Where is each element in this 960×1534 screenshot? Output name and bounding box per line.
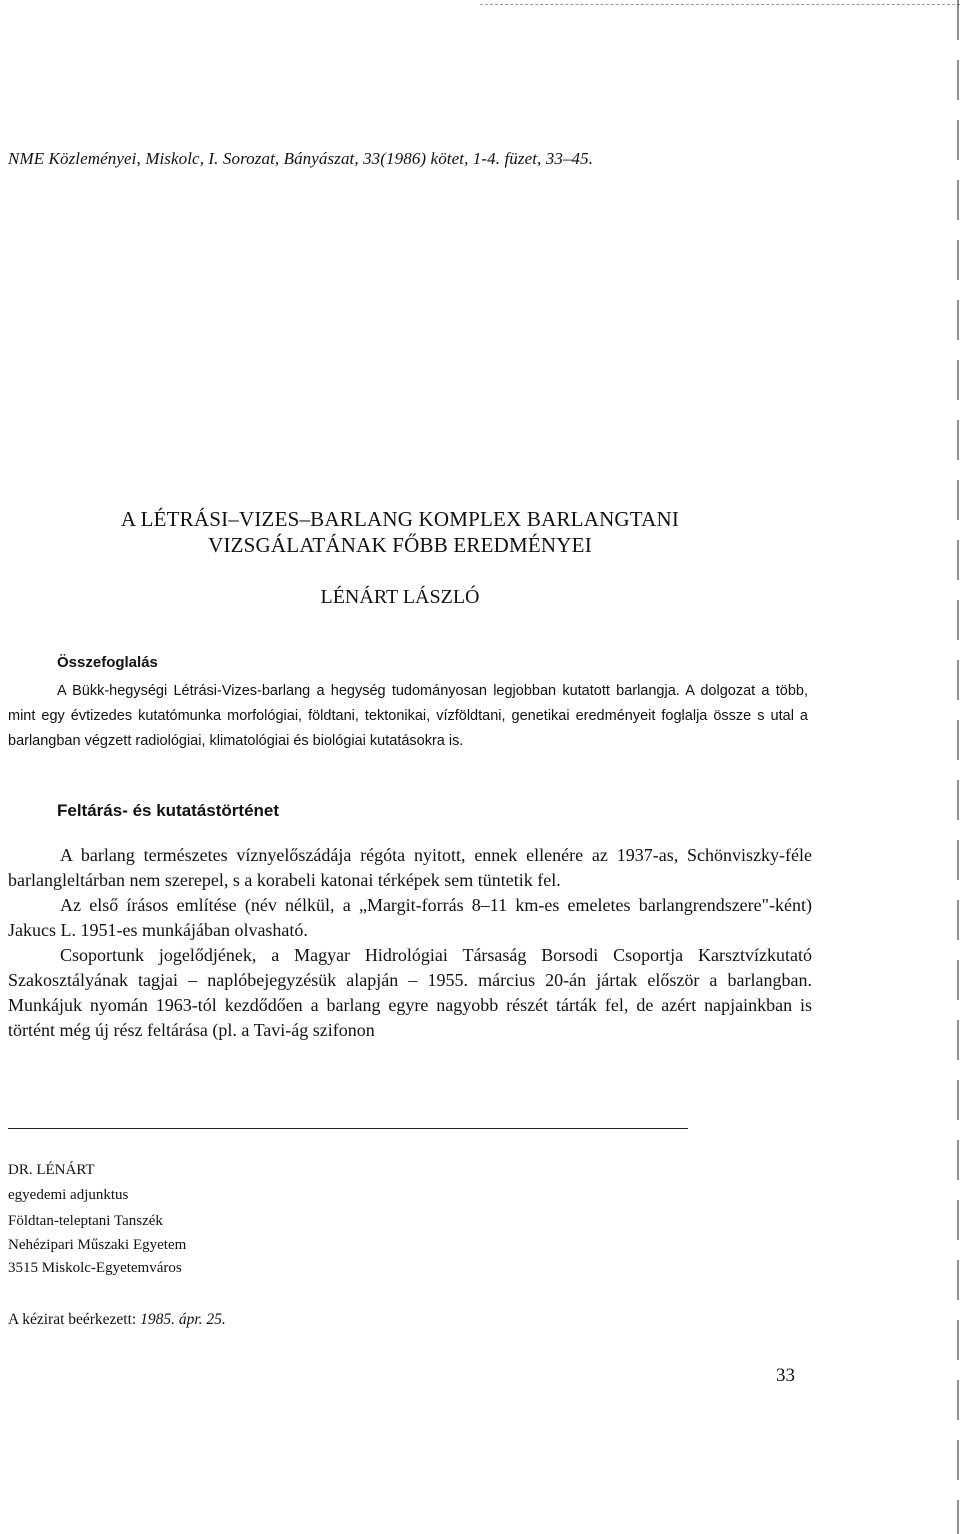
article-title-line-2: VIZSGÁLATÁNAK FŐBB EREDMÉNYEI: [208, 533, 592, 557]
affiliation-address: 3515 Miskolc-Egyetemváros: [8, 1260, 182, 1276]
abstract-text: A Bükk-hegységi Létrási-Vizes-barlang a hegység tudományosan legjobban kutatott barlangja. A dolgozat a több, mint egy évtizedes kutatómunka morfológiai, földtani, tektonikai, vízföldtani, genetikai eredményeit foglalja össze s utal a barlangban végzett radiológiai, klimatológiai és biológiai kutatásokra is.: [8, 683, 808, 749]
author-name: LÉNÁRT LÁSZLÓ: [320, 586, 480, 608]
page-number: 33: [776, 1365, 795, 1386]
section-heading: Feltárás- és kutatástörténet: [57, 801, 280, 820]
abstract-heading: Összefoglalás: [57, 654, 158, 671]
affiliation-department: Földtan-teleptani Tanszék: [8, 1213, 163, 1229]
body-paragraph-1: A barlang természetes víznyelőszádája régóta nyitott, ennek ellenére az 1937-as, Schönviszky-féle barlangleltárban nem szerepel, s a korabeli katonai térképek sem tüntetik fel.: [8, 845, 812, 890]
affiliation-university: Nehézipari Műszaki Egyetem: [8, 1237, 187, 1253]
scan-edge-right: [957, 0, 959, 1534]
body-paragraph-3: Csoportunk jogelődjének, a Magyar Hidrológiai Társaság Borsodi Csoportja Karsztvízkutató Szakosztályának tagjai – naplóbejegyzésük alapján – 1955. március 20-án jártak először a barlangban. Munkájuk nyomán 1963-tól kezdődően a barlang egyre nagyobb részét tárták fel, de azért napjainkban is történt még új rész feltárása (pl. a Tavi-ág szifonon: [8, 945, 812, 1040]
section-body: [8, 843, 812, 1043]
received-label: A kézirat beérkezett:: [8, 1311, 137, 1328]
affiliation-position: egyedemi adjunktus: [8, 1187, 129, 1203]
received-date: 1985. ápr. 25.: [140, 1311, 226, 1328]
abstract-body: [8, 679, 808, 754]
affiliation-name: DR. LÉNÁRT: [8, 1162, 95, 1178]
received-note: [8, 1311, 226, 1329]
footnote-divider: [8, 1128, 688, 1129]
article-title-line-1: A LÉTRÁSI–VIZES–BARLANG KOMPLEX BARLANGTANI: [120, 507, 680, 531]
scan-edge-top: [480, 4, 960, 5]
journal-citation: NME Közleményei, Miskolc, I. Sorozat, Bányászat, 33(1986) kötet, 1-4. füzet, 33–45.: [8, 149, 594, 168]
body-paragraph-2: Az első írásos említése (név nélkül, a „Margit-forrás 8–11 km-es emeletes barlangrendszere"-ként) Jakucs L. 1951-es munkájában olvasható.: [8, 895, 812, 940]
